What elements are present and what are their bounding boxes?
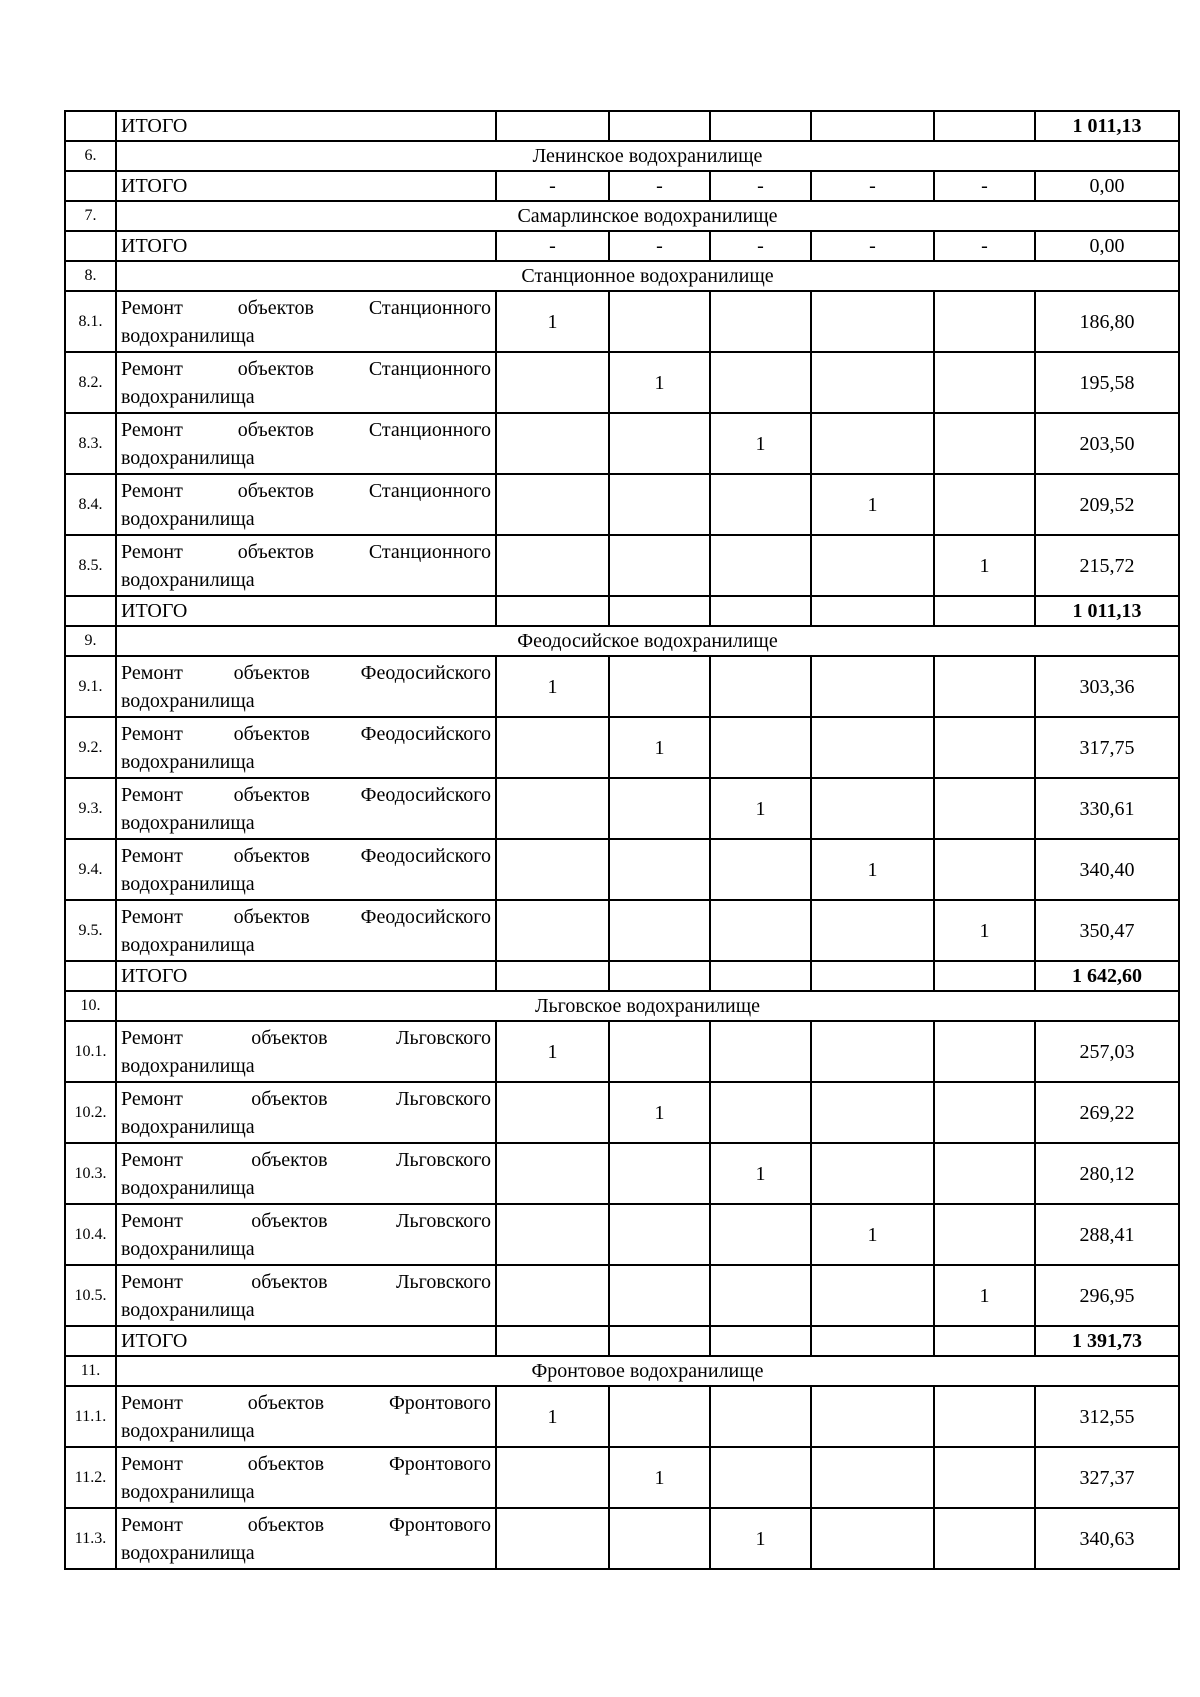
year-mark-cell — [496, 1265, 609, 1326]
year-mark-cell — [496, 900, 609, 961]
table-row — [65, 535, 1179, 596]
row-number: 10.4. — [65, 1204, 116, 1265]
year-mark-cell — [934, 717, 1035, 778]
year-mark-cell — [496, 961, 609, 991]
year-mark-cell: 1 — [496, 1386, 609, 1447]
year-mark-cell — [609, 900, 710, 961]
description-line: Ремонт объектов Льговского — [121, 1148, 491, 1171]
year-mark-cell: - — [934, 171, 1035, 201]
row-number: 8. — [65, 261, 116, 291]
table-row — [65, 1447, 1179, 1508]
year-mark-cell — [496, 474, 609, 535]
total-label: ИТОГО — [116, 231, 496, 261]
work-description — [116, 1386, 496, 1447]
cost-value: 312,55 — [1035, 1386, 1179, 1447]
table-row — [65, 1143, 1179, 1204]
year-mark-cell: 1 — [496, 656, 609, 717]
year-mark-cell — [934, 961, 1035, 991]
work-description — [116, 474, 496, 535]
total-label: ИТОГО — [116, 111, 496, 141]
table-row — [65, 656, 1179, 717]
total-row — [65, 961, 1179, 991]
row-number: 10. — [65, 991, 116, 1021]
description-line: водохранилища — [121, 811, 255, 834]
year-mark-cell — [609, 1265, 710, 1326]
year-mark-cell — [710, 1265, 811, 1326]
total-row — [65, 596, 1179, 626]
table-row — [65, 778, 1179, 839]
row-number: 11.1. — [65, 1386, 116, 1447]
description-line: водохранилища — [121, 872, 255, 895]
year-mark-cell: 1 — [496, 291, 609, 352]
table-row — [65, 1204, 1179, 1265]
total-row — [65, 231, 1179, 261]
table-body — [65, 111, 1179, 1569]
year-mark-cell — [811, 535, 934, 596]
section-title: Льговское водохранилище — [116, 991, 1179, 1021]
year-mark-cell — [710, 961, 811, 991]
year-mark-cell: 1 — [609, 352, 710, 413]
year-mark-cell: 1 — [496, 1021, 609, 1082]
year-mark-cell — [811, 1265, 934, 1326]
row-number — [65, 111, 116, 141]
year-mark-cell — [496, 111, 609, 141]
section-header-row — [65, 626, 1179, 656]
row-number: 9.4. — [65, 839, 116, 900]
year-mark-cell — [609, 1021, 710, 1082]
year-mark-cell — [710, 1021, 811, 1082]
year-mark-cell — [811, 596, 934, 626]
work-description — [116, 839, 496, 900]
cost-value: 186,80 — [1035, 291, 1179, 352]
description-line: Ремонт объектов Льговского — [121, 1270, 491, 1293]
table-row — [65, 1508, 1179, 1569]
description-line: Ремонт объектов Феодосийского — [121, 722, 491, 745]
work-plan-table — [64, 110, 1180, 1570]
year-mark-cell — [811, 111, 934, 141]
year-mark-cell — [934, 1204, 1035, 1265]
work-description — [116, 778, 496, 839]
table-row — [65, 413, 1179, 474]
year-mark-cell: - — [609, 171, 710, 201]
year-mark-cell — [609, 474, 710, 535]
year-mark-cell — [496, 839, 609, 900]
year-mark-cell — [609, 1204, 710, 1265]
total-sum: 1 011,13 — [1035, 596, 1179, 626]
year-mark-cell — [934, 1082, 1035, 1143]
description-line: водохранилища — [121, 1115, 255, 1138]
year-mark-cell — [609, 961, 710, 991]
year-mark-cell — [710, 474, 811, 535]
cost-value: 350,47 — [1035, 900, 1179, 961]
table-row — [65, 352, 1179, 413]
description-line: Ремонт объектов Феодосийского — [121, 661, 491, 684]
year-mark-cell — [934, 413, 1035, 474]
year-mark-cell — [934, 474, 1035, 535]
year-mark-cell — [934, 291, 1035, 352]
work-description — [116, 717, 496, 778]
year-mark-cell: 1 — [710, 1143, 811, 1204]
row-number: 11. — [65, 1356, 116, 1386]
work-description — [116, 535, 496, 596]
year-mark-cell — [811, 900, 934, 961]
row-number: 10.3. — [65, 1143, 116, 1204]
description-line: Ремонт объектов Льговского — [121, 1087, 491, 1110]
work-description — [116, 900, 496, 961]
work-description — [116, 413, 496, 474]
year-mark-cell — [609, 413, 710, 474]
year-mark-cell — [710, 291, 811, 352]
table-row — [65, 717, 1179, 778]
total-sum: 1 011,13 — [1035, 111, 1179, 141]
description-line: водохранилища — [121, 568, 255, 591]
cost-value: 330,61 — [1035, 778, 1179, 839]
description-line: водохранилища — [121, 750, 255, 773]
section-title: Фронтовое водохранилище — [116, 1356, 1179, 1386]
year-mark-cell — [934, 1508, 1035, 1569]
year-mark-cell: - — [811, 171, 934, 201]
year-mark-cell: - — [609, 231, 710, 261]
description-line: водохранилища — [121, 1298, 255, 1321]
cost-value: 288,41 — [1035, 1204, 1179, 1265]
year-mark-cell — [609, 291, 710, 352]
section-header-row — [65, 991, 1179, 1021]
table-row — [65, 1021, 1179, 1082]
year-mark-cell — [496, 1082, 609, 1143]
year-mark-cell — [609, 1508, 710, 1569]
description-line: водохранилища — [121, 1480, 255, 1503]
work-description — [116, 1143, 496, 1204]
total-label: ИТОГО — [116, 961, 496, 991]
description-line: Ремонт объектов Льговского — [121, 1026, 491, 1049]
year-mark-cell: - — [710, 231, 811, 261]
year-mark-cell: - — [934, 231, 1035, 261]
total-sum: 0,00 — [1035, 171, 1179, 201]
work-description — [116, 352, 496, 413]
year-mark-cell — [496, 535, 609, 596]
year-mark-cell — [934, 839, 1035, 900]
cost-value: 269,22 — [1035, 1082, 1179, 1143]
year-mark-cell — [811, 1082, 934, 1143]
year-mark-cell — [710, 1386, 811, 1447]
row-number: 10.2. — [65, 1082, 116, 1143]
year-mark-cell: 1 — [934, 1265, 1035, 1326]
year-mark-cell — [811, 1508, 934, 1569]
row-number — [65, 171, 116, 201]
cost-value: 257,03 — [1035, 1021, 1179, 1082]
description-line: водохранилища — [121, 1541, 255, 1564]
year-mark-cell: 1 — [609, 1447, 710, 1508]
description-line: Ремонт объектов Станционного — [121, 418, 491, 441]
row-number: 6. — [65, 141, 116, 171]
year-mark-cell: 1 — [710, 1508, 811, 1569]
total-row — [65, 1326, 1179, 1356]
table-row — [65, 839, 1179, 900]
year-mark-cell — [811, 413, 934, 474]
section-title: Станционное водохранилище — [116, 261, 1179, 291]
year-mark-cell — [710, 1447, 811, 1508]
year-mark-cell: - — [811, 231, 934, 261]
year-mark-cell — [710, 111, 811, 141]
description-line: водохранилища — [121, 1054, 255, 1077]
table-row — [65, 474, 1179, 535]
year-mark-cell — [811, 352, 934, 413]
work-description — [116, 1447, 496, 1508]
cost-value: 327,37 — [1035, 1447, 1179, 1508]
section-title: Ленинское водохранилище — [116, 141, 1179, 171]
description-line: Ремонт объектов Станционного — [121, 479, 491, 502]
year-mark-cell — [710, 1326, 811, 1356]
year-mark-cell — [609, 839, 710, 900]
section-title: Самарлинское водохранилище — [116, 201, 1179, 231]
description-line: Ремонт объектов Фронтового — [121, 1391, 491, 1414]
row-number: 9. — [65, 626, 116, 656]
year-mark-cell — [934, 596, 1035, 626]
work-description — [116, 1082, 496, 1143]
cost-value: 303,36 — [1035, 656, 1179, 717]
year-mark-cell — [496, 717, 609, 778]
year-mark-cell — [934, 352, 1035, 413]
cost-value: 296,95 — [1035, 1265, 1179, 1326]
year-mark-cell — [609, 535, 710, 596]
year-mark-cell — [934, 1326, 1035, 1356]
row-number: 8.1. — [65, 291, 116, 352]
total-sum: 0,00 — [1035, 231, 1179, 261]
year-mark-cell: 1 — [811, 474, 934, 535]
total-sum: 1 642,60 — [1035, 961, 1179, 991]
year-mark-cell — [710, 900, 811, 961]
year-mark-cell — [609, 596, 710, 626]
year-mark-cell — [710, 535, 811, 596]
year-mark-cell — [609, 111, 710, 141]
cost-value: 280,12 — [1035, 1143, 1179, 1204]
row-number: 11.2. — [65, 1447, 116, 1508]
year-mark-cell: 1 — [811, 839, 934, 900]
year-mark-cell: 1 — [811, 1204, 934, 1265]
year-mark-cell — [811, 778, 934, 839]
row-number: 9.2. — [65, 717, 116, 778]
row-number: 8.3. — [65, 413, 116, 474]
year-mark-cell — [710, 1204, 811, 1265]
year-mark-cell: 1 — [710, 413, 811, 474]
year-mark-cell — [934, 1386, 1035, 1447]
year-mark-cell — [811, 1143, 934, 1204]
description-line: водохранилища — [121, 385, 255, 408]
row-number: 10.1. — [65, 1021, 116, 1082]
description-line: Ремонт объектов Феодосийского — [121, 905, 491, 928]
section-header-row — [65, 201, 1179, 231]
row-number — [65, 961, 116, 991]
description-line: водохранилища — [121, 507, 255, 530]
year-mark-cell — [710, 717, 811, 778]
year-mark-cell: - — [710, 171, 811, 201]
year-mark-cell: - — [496, 231, 609, 261]
total-label: ИТОГО — [116, 171, 496, 201]
year-mark-cell — [609, 656, 710, 717]
year-mark-cell — [609, 778, 710, 839]
cost-value: 215,72 — [1035, 535, 1179, 596]
description-line: водохранилища — [121, 446, 255, 469]
description-line: водохранилища — [121, 1176, 255, 1199]
year-mark-cell — [496, 413, 609, 474]
year-mark-cell — [934, 778, 1035, 839]
year-mark-cell — [710, 656, 811, 717]
section-header-row — [65, 1356, 1179, 1386]
year-mark-cell — [496, 1204, 609, 1265]
year-mark-cell — [934, 1447, 1035, 1508]
description-line: водохранилища — [121, 324, 255, 347]
year-mark-cell — [710, 839, 811, 900]
row-number: 9.5. — [65, 900, 116, 961]
cost-value: 195,58 — [1035, 352, 1179, 413]
cost-value: 203,50 — [1035, 413, 1179, 474]
row-number: 9.3. — [65, 778, 116, 839]
year-mark-cell — [710, 352, 811, 413]
work-description — [116, 1508, 496, 1569]
work-description — [116, 656, 496, 717]
work-description — [116, 1021, 496, 1082]
year-mark-cell — [811, 1386, 934, 1447]
description-line: Ремонт объектов Феодосийского — [121, 844, 491, 867]
year-mark-cell — [496, 596, 609, 626]
total-sum: 1 391,73 — [1035, 1326, 1179, 1356]
total-label: ИТОГО — [116, 596, 496, 626]
description-line: водохранилища — [121, 1419, 255, 1442]
year-mark-cell — [609, 1326, 710, 1356]
table-row — [65, 900, 1179, 961]
table-row — [65, 1386, 1179, 1447]
section-title: Феодосийское водохранилище — [116, 626, 1179, 656]
table-row — [65, 1265, 1179, 1326]
year-mark-cell: 1 — [934, 900, 1035, 961]
year-mark-cell: 1 — [934, 535, 1035, 596]
work-description — [116, 291, 496, 352]
description-line: Ремонт объектов Станционного — [121, 296, 491, 319]
section-header-row — [65, 261, 1179, 291]
work-description — [116, 1204, 496, 1265]
year-mark-cell — [811, 961, 934, 991]
year-mark-cell — [934, 111, 1035, 141]
cost-value: 209,52 — [1035, 474, 1179, 535]
total-row — [65, 171, 1179, 201]
row-number — [65, 596, 116, 626]
row-number: 8.4. — [65, 474, 116, 535]
description-line: Ремонт объектов Фронтового — [121, 1452, 491, 1475]
year-mark-cell — [609, 1143, 710, 1204]
row-number — [65, 231, 116, 261]
description-line: водохранилища — [121, 933, 255, 956]
description-line: водохранилища — [121, 689, 255, 712]
description-line: водохранилища — [121, 1237, 255, 1260]
year-mark-cell — [811, 717, 934, 778]
year-mark-cell: 1 — [710, 778, 811, 839]
table-row — [65, 1082, 1179, 1143]
year-mark-cell: - — [496, 171, 609, 201]
year-mark-cell — [934, 656, 1035, 717]
row-number: 11.3. — [65, 1508, 116, 1569]
cost-value: 340,40 — [1035, 839, 1179, 900]
year-mark-cell — [811, 1447, 934, 1508]
year-mark-cell — [496, 1508, 609, 1569]
year-mark-cell — [710, 596, 811, 626]
year-mark-cell — [496, 778, 609, 839]
description-line: Ремонт объектов Фронтового — [121, 1513, 491, 1536]
table-row — [65, 291, 1179, 352]
year-mark-cell: 1 — [609, 1082, 710, 1143]
row-number: 8.2. — [65, 352, 116, 413]
row-number: 7. — [65, 201, 116, 231]
year-mark-cell — [811, 656, 934, 717]
work-description — [116, 1265, 496, 1326]
year-mark-cell — [934, 1143, 1035, 1204]
year-mark-cell — [811, 1021, 934, 1082]
row-number: 10.5. — [65, 1265, 116, 1326]
year-mark-cell — [496, 352, 609, 413]
cost-value: 317,75 — [1035, 717, 1179, 778]
row-number: 9.1. — [65, 656, 116, 717]
section-header-row — [65, 141, 1179, 171]
year-mark-cell — [496, 1326, 609, 1356]
year-mark-cell — [811, 1326, 934, 1356]
year-mark-cell — [496, 1447, 609, 1508]
total-label: ИТОГО — [116, 1326, 496, 1356]
description-line: Ремонт объектов Льговского — [121, 1209, 491, 1232]
cost-value: 340,63 — [1035, 1508, 1179, 1569]
description-line: Ремонт объектов Станционного — [121, 357, 491, 380]
year-mark-cell — [811, 291, 934, 352]
year-mark-cell: 1 — [609, 717, 710, 778]
year-mark-cell — [710, 1082, 811, 1143]
row-number: 8.5. — [65, 535, 116, 596]
year-mark-cell — [934, 1021, 1035, 1082]
description-line: Ремонт объектов Феодосийского — [121, 783, 491, 806]
row-number — [65, 1326, 116, 1356]
total-row — [65, 111, 1179, 141]
description-line: Ремонт объектов Станционного — [121, 540, 491, 563]
year-mark-cell — [609, 1386, 710, 1447]
year-mark-cell — [496, 1143, 609, 1204]
